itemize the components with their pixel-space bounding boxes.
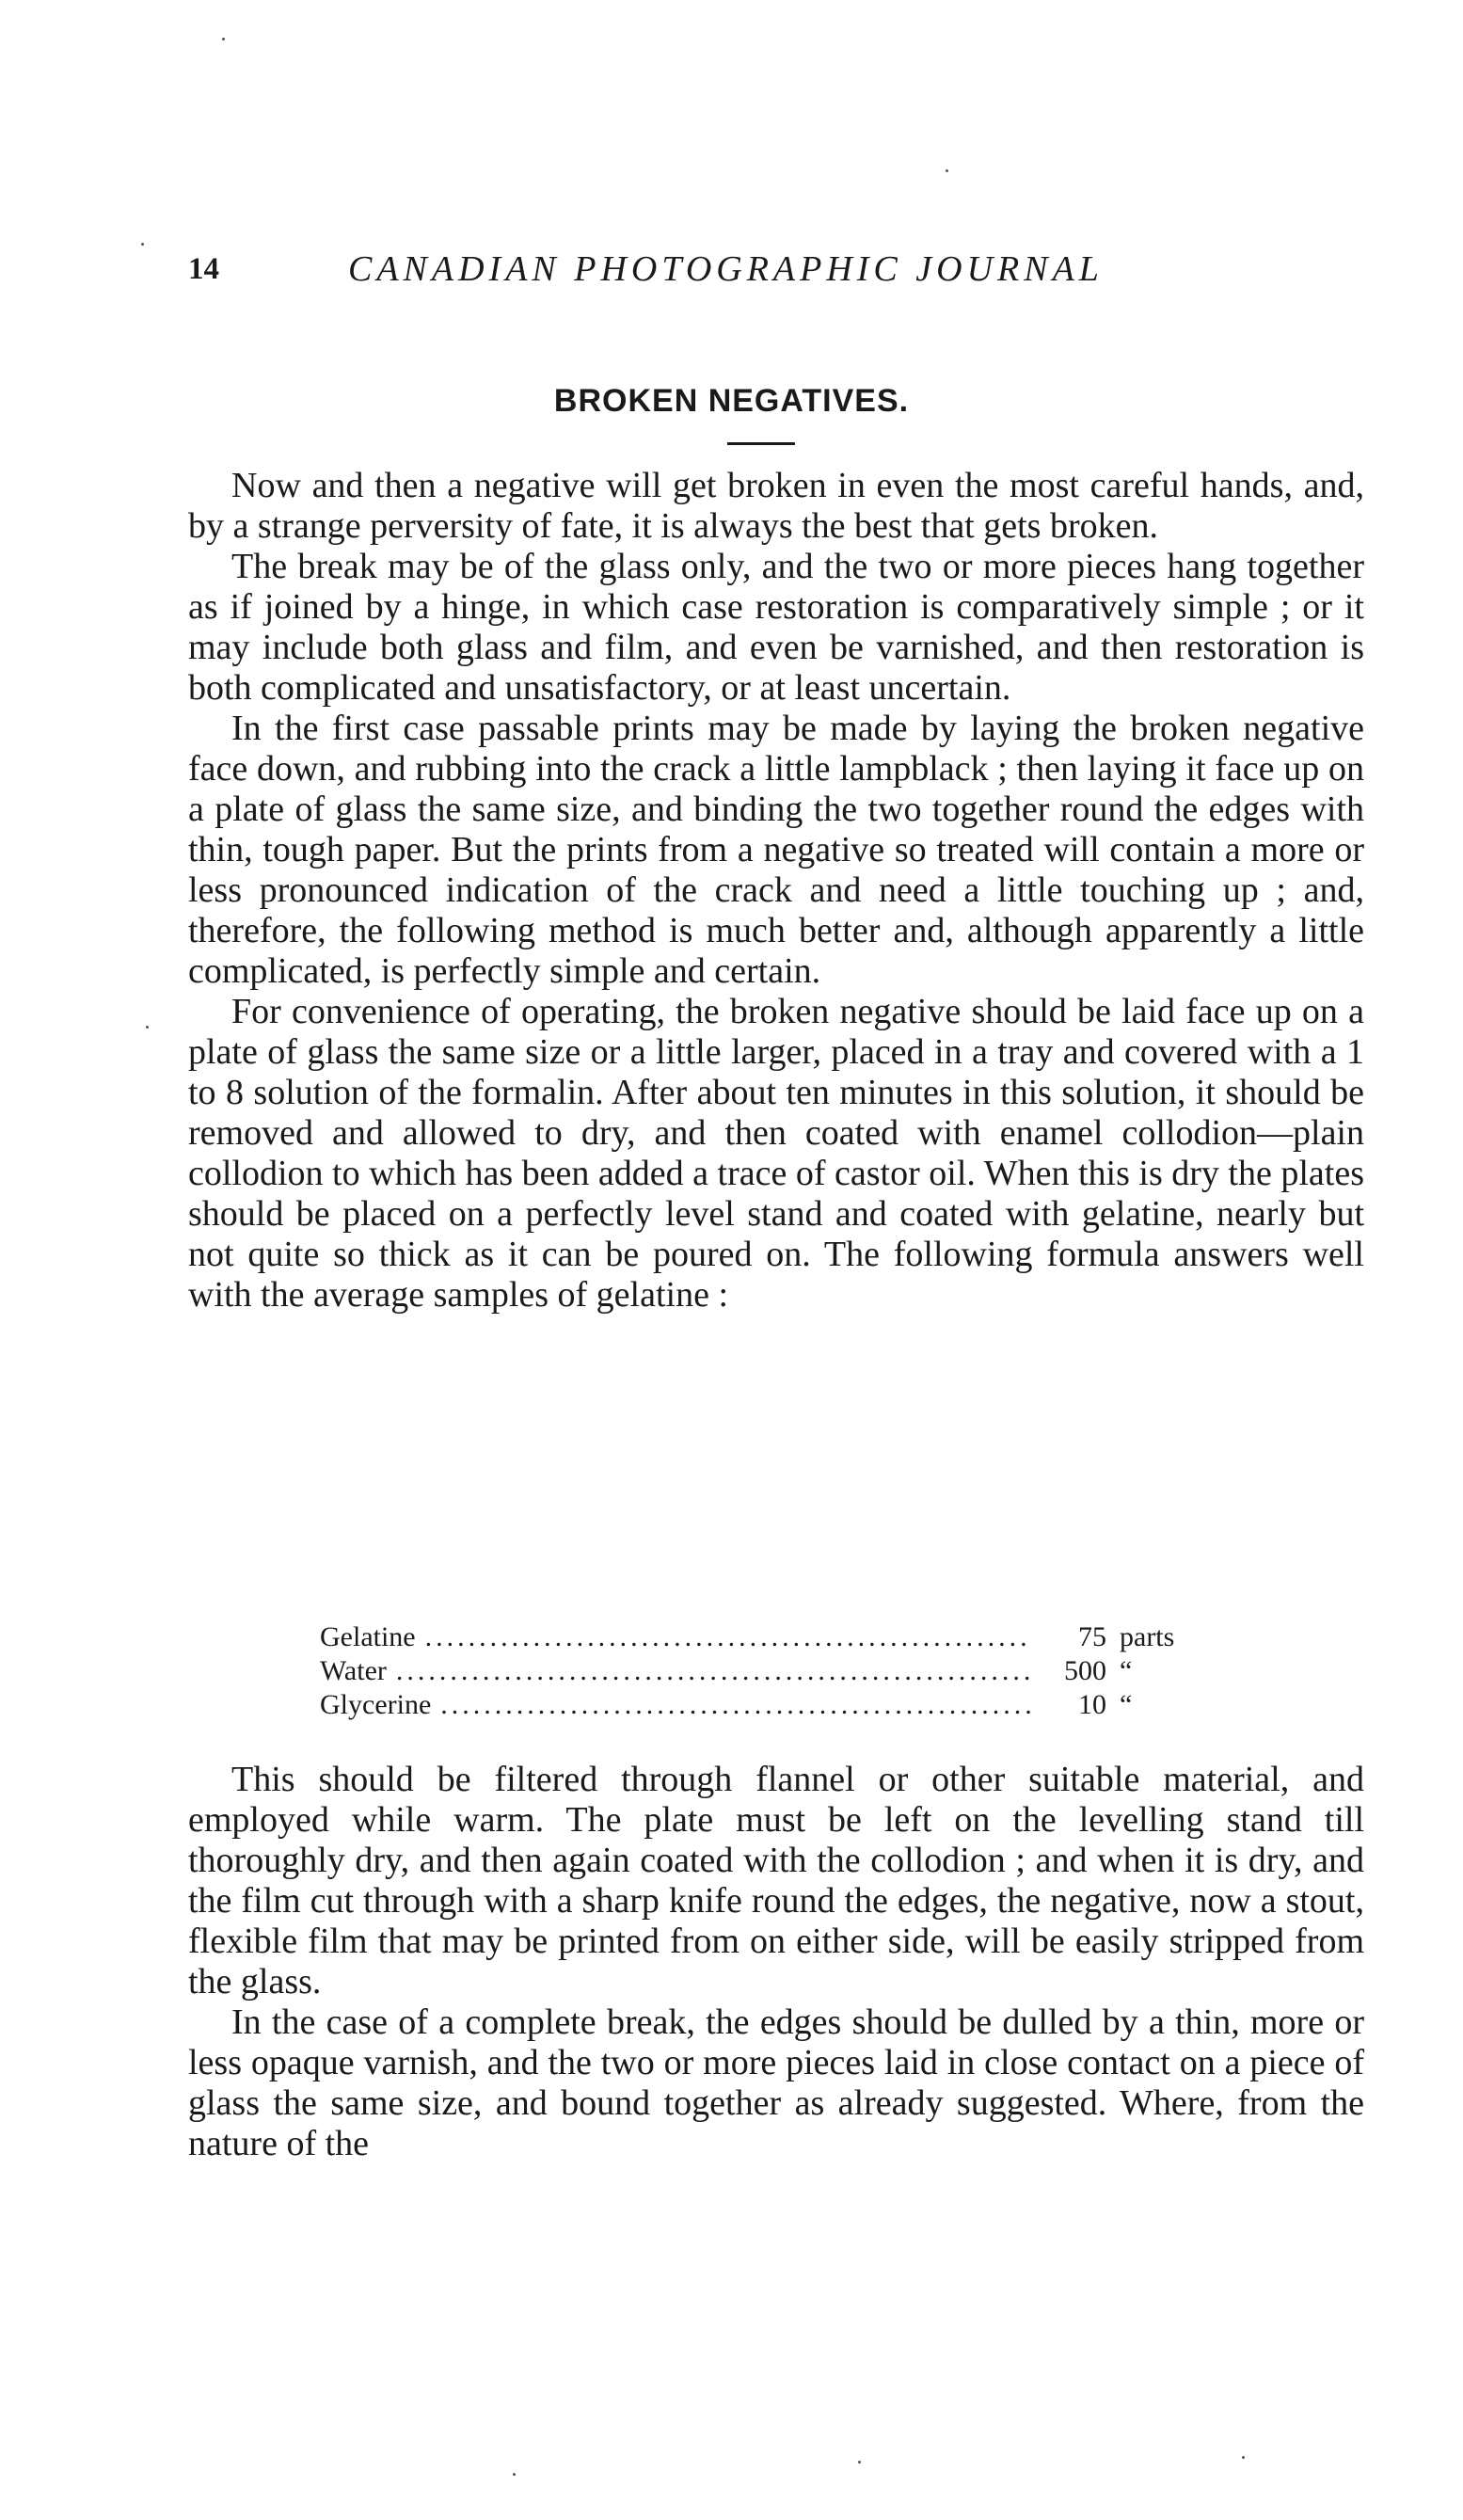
print-speck [222,38,225,40]
formula-unit: “ [1120,1655,1133,1686]
print-speck [513,2473,516,2476]
formula-ingredient: Water [320,1655,387,1686]
leader-dots [425,1620,1031,1654]
formula-ingredient: Glycerine [320,1689,432,1720]
running-head [188,247,1195,292]
print-speck [141,243,144,246]
journal-title: CANADIAN PHOTOGRAPHIC JOURNAL [348,249,1104,289]
paragraph: In the first case passable prints may be made by laying the broken negative face down, and rubbing into the crack a little lampblack ; then laying it face up on a plate of glass the same size, and binding the two together round the edges with thin, tough paper. But the prints from a negative so treated will contain a more or less pronounced indication of the crack and need a little touching up ; and, therefore, the following method is much better and, although apparently a little complicated, is perfectly simple and certain. [188,709,1364,991]
formula-ingredient: Gelatine [320,1621,416,1652]
paragraph: The break may be of the glass only, and the two or more pieces hang together as if joined by a hinge, in which case restoration is comparatively simple ; or it may include both glass and film, and even be varnished, and then restoration is both complicated and unsatisfactory, or at least uncertain. [188,547,1364,708]
formula-row [320,1620,1223,1654]
print-speck [858,2461,861,2464]
article-title: BROKEN NEGATIVES. [553,383,910,419]
formula-quantity: 75 [1078,1621,1106,1652]
print-speck [146,1026,149,1029]
print-speck [1242,2456,1245,2459]
title-rule [727,442,795,445]
leader-dots [396,1654,1031,1688]
formula-quantity: 500 [1064,1655,1106,1686]
formula-quantity: 10 [1078,1689,1106,1720]
article-body-continued [188,1760,1364,2164]
paragraph: In the case of a complete break, the edges should be dulled by a thin, more or less opaque varnish, and the two or more pieces laid in close contact on a piece of glass the same size, and bound together as already suggested. Where, from the nature of the [188,2002,1364,2163]
gelatine-formula [320,1620,1223,1722]
paragraph: Now and then a negative will get broken in even the most careful hands, and, by a strange perversity of fate, it is always the best that gets broken. [188,466,1364,546]
formula-row [320,1654,1223,1688]
page-number: 14 [188,252,219,286]
formula-unit: parts [1120,1621,1175,1652]
paragraph: For convenience of operating, the broken negative should be laid face up on a plate of glass the same size or a little larger, placed in a tray and covered with a 1 to 8 solution of the formalin. After about ten minutes in this solution, it should be removed and allowed to dry, and then coated with enamel collodion—plain collodion to which has been added a trace of castor oil. When this is dry the plates should be placed on a perfectly level stand and coated with gelatine, nearly but not quite so thick as it can be poured on. The following formula answers well with the average samples of gelatine : [188,992,1364,1315]
article-body [188,466,1364,1316]
leader-dots [440,1688,1031,1722]
formula-unit: “ [1120,1689,1133,1720]
paragraph: This should be filtered through flannel or other suitable material, and employed while warm. The plate must be left on the levelling stand till thoroughly dry, and then again coated with the collodion ; and when it is dry, and the film cut through with a sharp knife round the edges, the negative, now a stout, flexible film that may be printed from on either side, will be easily stripped from the glass. [188,1760,1364,2002]
formula-row [320,1688,1223,1722]
print-speck [946,169,948,172]
